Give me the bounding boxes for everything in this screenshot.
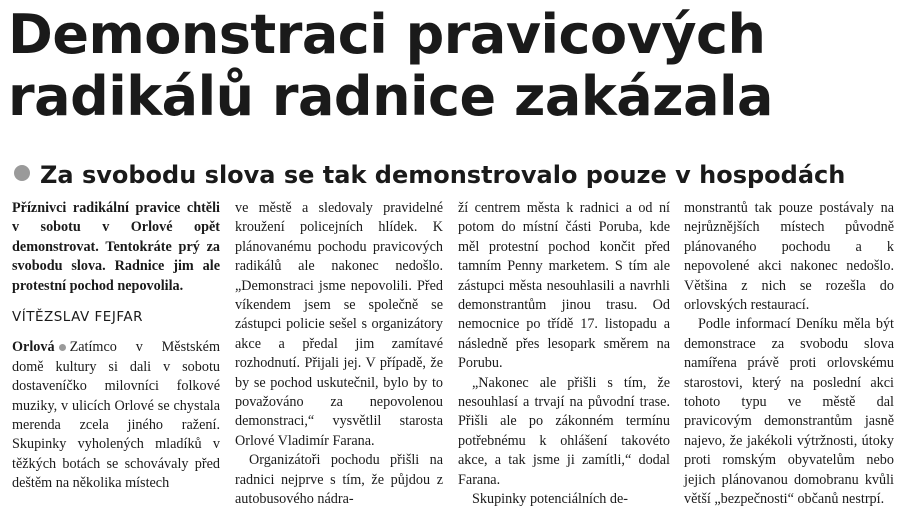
bullet-icon bbox=[14, 165, 30, 181]
subheadline-text: Za svobodu slova se tak demonstrovalo pouze v hospodách bbox=[40, 161, 846, 189]
article-column-3 bbox=[458, 199, 670, 507]
article-paragraph: Skupinky potenciálních de- bbox=[472, 491, 629, 507]
headline: Demonstraci pravicových radikálů radnice zakázala bbox=[8, 3, 773, 128]
article-column-1 bbox=[12, 199, 220, 494]
lead-paragraph: Příznivci radikální pravice chtěli v sobotu v Orlové opět demonstrovat. Tentokráte prý za svobodu slova. Radnice jim ale protestní pochod nepovolila. bbox=[12, 200, 220, 294]
article-column-4 bbox=[684, 199, 894, 507]
subheadline bbox=[14, 160, 894, 190]
article-paragraph: ve městě a sledovaly pravidelné kroužení policejních hlídek. K plánovanému pochodu pravicových radikálů ale nakonec nedošlo. „Demonstraci jsme nepovolili. Před víkendem jsem se společně se zástupci policie sešel s organizátory akce a předal jim zamítavé rozhodnutí. Přijali jej. V případě, že by se pochod uskutečnil, bylo by to považováno za nepovolenou demonstraci,“ vysvětlil starosta Orlové Vladimír Farana. bbox=[235, 200, 443, 449]
article-text: Zatímco v Městském domě kultury si dali v sobotu dostaveníčko milovníci folkové muziky, v ulicích Orlové se chystala merenda zcela jiného ražení. Skupinky vyholených mladíků v těžkých botách se schovávaly před deštěm na několika místech bbox=[12, 339, 220, 492]
article-paragraph bbox=[12, 338, 220, 493]
article-paragraph: „Nakonec ale přišli s tím, že nesouhlasí a trvají na původní trase. Přišli ale po zákonném termínu potřebnému k ohlášení takovéto akce, a tak jsme ji zamítli,“ dodal Farana. bbox=[458, 374, 670, 488]
article-paragraph: Podle informací Deníku měla být demonstrace za svobodu slova namířena právě proti orlovskému starostovi, který na poslední akci tohoto typu ve městě dal pravicovým demonstrantům jasně najevo, že jakékoli výtržnosti, útoky proti romským obyvatelům nebo jejich plánovanou domobranu kvůli větší „bezpečnosti“ občanů nestrpí. bbox=[684, 316, 894, 507]
article-paragraph: ží centrem města k radnici a od ní potom do místní části Poruba, kde měl protestní pochod končit před tamním Penny marketem. S tím ale zástupci města nesouhlasili a navrhli demonstrantům jinou trasu. Od nemocnice po třídě 17. listopadu a následně přes lesopark směrem na Porubu. bbox=[458, 200, 670, 372]
byline: VÍTĚZSLAV FEJFAR bbox=[12, 309, 143, 326]
separator-dot-icon bbox=[59, 344, 66, 351]
article-column-2 bbox=[235, 199, 443, 507]
article-paragraph: Organizátoři pochodu přišli na radnici nejprve s tím, že půjdou z autobusového nádra- bbox=[235, 452, 443, 507]
dateline: Orlová bbox=[12, 339, 55, 356]
article-paragraph: monstrantů tak pouze postávaly na nejrůznějších místech původně plánovaného pochodu a k nepovolené akci nakonec nedošlo. Většina z nich se rozešla do orlovských restaurací. bbox=[684, 200, 894, 314]
